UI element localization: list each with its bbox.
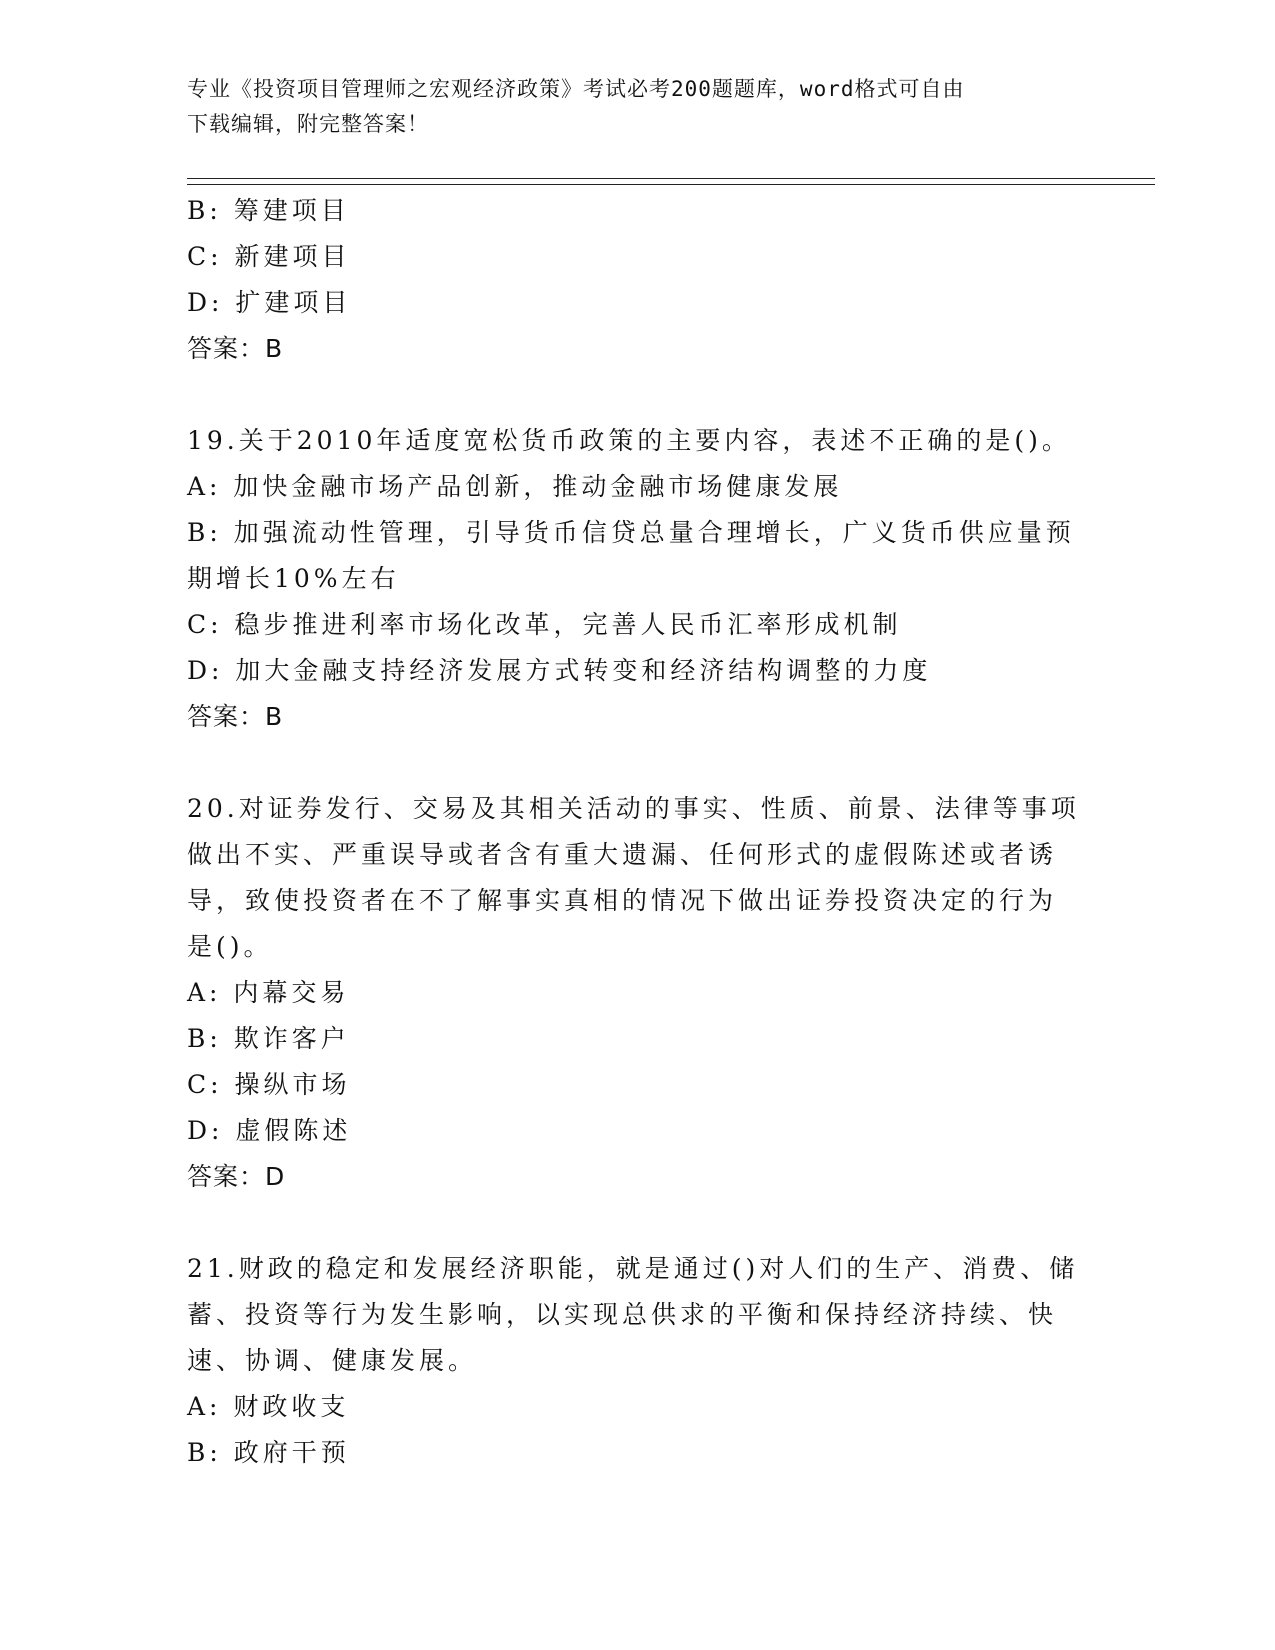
question-21 — [187, 1246, 1087, 1476]
spacer — [187, 372, 1087, 418]
question-stem-continued: 是()。 — [187, 932, 273, 961]
question-stem: 19.关于2010年适度宽松货币政策的主要内容，表述不正确的是()。 — [187, 426, 1071, 455]
option-d: D: 加大金融支持经济发展方式转变和经济结构调整的力度 — [187, 656, 932, 685]
option-a: A: 加快金融市场产品创新，推动金融市场健康发展 — [187, 472, 843, 501]
spacer — [187, 1200, 1087, 1246]
option-b: B: 筹建项目 — [187, 196, 350, 225]
header-line-2: 下载编辑，附完整答案！ — [187, 112, 429, 136]
spacer — [187, 740, 1087, 786]
option-c: C: 新建项目 — [187, 242, 351, 271]
option-d: D: 扩建项目 — [187, 288, 352, 317]
question-stem-continued: 蓄、投资等行为发生影响，以实现总供求的平衡和保持经济持续、快 — [187, 1300, 1058, 1329]
answer: 答案：D — [187, 1162, 286, 1191]
question-stem: 20.对证券发行、交易及其相关活动的事实、性质、前景、法律等事项 — [187, 794, 1080, 823]
header-line-1: 专业《投资项目管理师之宏观经济政策》考试必考200题题库，word格式可自由 — [187, 77, 965, 101]
option-a: A: 内幕交易 — [187, 978, 350, 1007]
option-b-continued: 期增长10%左右 — [187, 564, 400, 593]
answer: 答案：B — [187, 702, 284, 731]
option-b: B: 加强流动性管理，引导货币信贷总量合理增长，广义货币供应量预 — [187, 518, 1075, 547]
question-stem-continued: 导，致使投资者在不了解事实真相的情况下做出证券投资决定的行为 — [187, 886, 1058, 915]
option-d: D: 虚假陈述 — [187, 1116, 352, 1145]
header-divider-top — [187, 178, 1155, 179]
question-stem-continued: 速、协调、健康发展。 — [187, 1346, 478, 1375]
option-a: A: 财政收支 — [187, 1392, 350, 1421]
question-18-continued — [187, 188, 1087, 372]
document-header — [187, 72, 1067, 142]
option-c: C: 稳步推进利率市场化改革，完善人民币汇率形成机制 — [187, 610, 902, 639]
answer: 答案：B — [187, 334, 284, 363]
question-20 — [187, 786, 1087, 1200]
question-stem: 21.财政的稳定和发展经济职能，就是通过()对人们的生产、消费、储 — [187, 1254, 1079, 1283]
option-c: C: 操纵市场 — [187, 1070, 351, 1099]
option-b: B: 欺诈客户 — [187, 1024, 350, 1053]
header-divider-bottom — [187, 184, 1155, 185]
question-list — [187, 188, 1087, 1476]
question-19 — [187, 418, 1087, 740]
question-stem-continued: 做出不实、严重误导或者含有重大遗漏、任何形式的虚假陈述或者诱 — [187, 840, 1058, 869]
option-b: B: 政府干预 — [187, 1438, 350, 1467]
